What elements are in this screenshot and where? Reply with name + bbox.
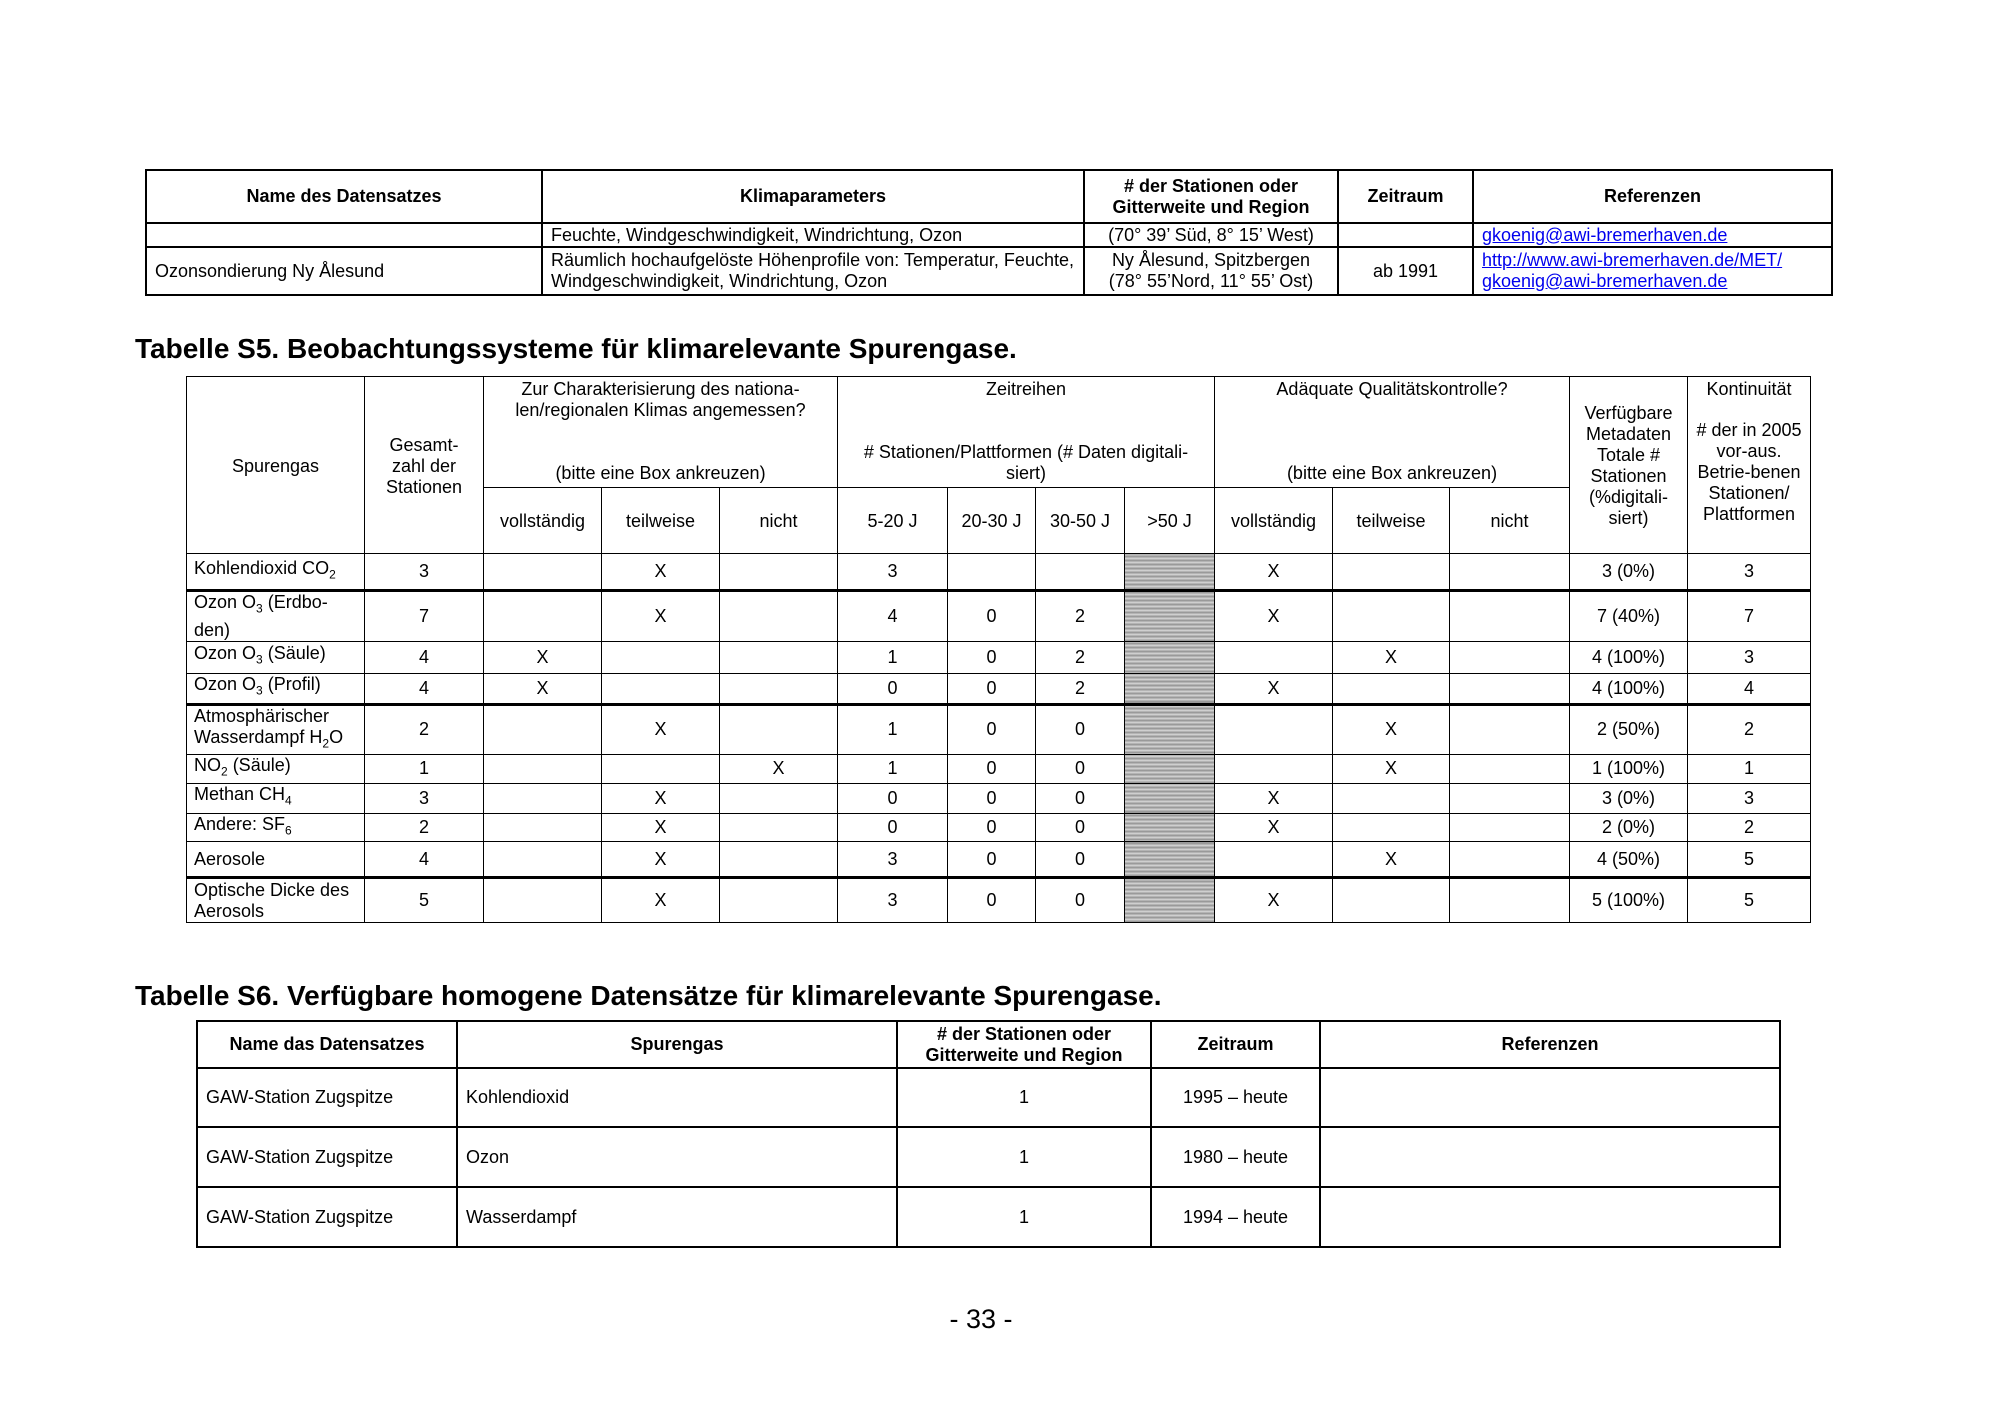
header-cell: Name des Datensatzes	[146, 170, 542, 223]
dataset-name-cell: Ozonsondierung Ny Ålesund	[146, 247, 542, 295]
trace-gas-label: Ozon O	[194, 592, 257, 612]
table-cell: 7 (40%)	[1570, 591, 1688, 642]
table-row	[187, 755, 1811, 784]
header-cell: Name das Datensatzes	[197, 1021, 457, 1068]
table-cell: Kohlendioxid	[457, 1068, 897, 1127]
table-s6	[196, 1020, 1781, 1248]
header-cell: # der Stationen oder Gitterweite und Region	[1084, 170, 1338, 223]
table-cell	[1125, 641, 1215, 673]
table-cell: 0	[948, 704, 1036, 755]
trace-gas-suffix: (Säule)	[262, 643, 326, 664]
table-row	[197, 1068, 1780, 1127]
table-cell: 0	[1036, 704, 1125, 755]
header-cell: Zeitraum	[1151, 1021, 1320, 1068]
table-cell: 2	[1036, 641, 1125, 673]
table-cell	[720, 704, 838, 755]
stations-region-cell: Ny Ålesund, Spitzbergen (78° 55’Nord, 11° 55’ Ost)	[1084, 247, 1338, 295]
table-cell: 3	[1688, 783, 1811, 813]
trace-gas-suffix: (Profil)	[262, 674, 321, 695]
table-cell	[1125, 878, 1215, 923]
table-row	[187, 842, 1811, 878]
header-cell: # der Stationen oder Gitterweite und Region	[897, 1021, 1151, 1068]
table-cell	[484, 842, 602, 878]
trace-gas-name	[187, 591, 365, 642]
table-cell: 1	[838, 641, 948, 673]
table-cell	[1333, 783, 1450, 813]
table-cell	[1125, 673, 1215, 704]
table-cell	[602, 641, 720, 673]
table-cell	[484, 813, 602, 842]
table-cell	[1333, 673, 1450, 704]
table-cell	[484, 783, 602, 813]
table-cell: 5 (100%)	[1570, 878, 1688, 923]
table-cell	[1333, 554, 1450, 591]
table-cell: X	[602, 554, 720, 591]
table-cell: 4	[1688, 673, 1811, 704]
table-cell	[1125, 813, 1215, 842]
header-kontinuitaet	[1688, 377, 1811, 554]
table-cell: X	[1333, 842, 1450, 878]
table-cell: 2	[1036, 673, 1125, 704]
table-cell	[1036, 554, 1125, 591]
period-cell	[1338, 223, 1473, 247]
table-cell: 1	[838, 755, 948, 784]
subheader-50J: >50 J	[1125, 488, 1215, 554]
header-charakterisierung-note: (bitte eine Box ankreuzen)	[555, 463, 766, 483]
table-cell: 1994 – heute	[1151, 1187, 1320, 1247]
table-cell: 5	[1688, 878, 1811, 923]
table-row	[187, 813, 1811, 842]
table-cell	[1320, 1187, 1780, 1247]
table-cell: X	[1333, 641, 1450, 673]
table-cell: 1	[897, 1068, 1151, 1127]
trace-gas-label: Andere: SF	[194, 813, 286, 834]
table-cell: Wasserdampf	[457, 1187, 897, 1247]
table-row	[187, 673, 1811, 704]
reference-link[interactable]: gkoenig@awi-bremerhaven.de	[1482, 271, 1728, 291]
table-cell	[1333, 591, 1450, 642]
table-s5	[186, 376, 1811, 923]
table-cell: 0	[1036, 878, 1125, 923]
subscript: 2	[329, 567, 336, 582]
table-cell: X	[1215, 878, 1333, 923]
table-cell: 1980 – heute	[1151, 1127, 1320, 1187]
table-cell: 3	[1688, 554, 1811, 591]
table-cell	[484, 704, 602, 755]
table-cell: 0	[1036, 842, 1125, 878]
trace-gas-label: Methan CH	[194, 784, 286, 805]
table-cell	[1450, 842, 1570, 878]
table-cell	[1215, 842, 1333, 878]
table-cell	[602, 673, 720, 704]
table-cell: X	[484, 641, 602, 673]
table-cell: 0	[948, 673, 1036, 704]
subheader-nicht: nicht	[720, 488, 838, 554]
table-cell: 4 (50%)	[1570, 842, 1688, 878]
table-cell	[1450, 591, 1570, 642]
header-zeitreihen-note: # Stationen/Plattformen (# Daten digitali-siert)	[863, 442, 1189, 483]
table-cell	[720, 673, 838, 704]
trace-gas-name	[187, 554, 365, 591]
table-cell: 0	[1036, 755, 1125, 784]
table-cell	[1450, 813, 1570, 842]
table-cell	[484, 591, 602, 642]
header-qualitaet-note: (bitte eine Box ankreuzen)	[1286, 463, 1498, 483]
table-cell: X	[1333, 755, 1450, 784]
table-row	[187, 591, 1811, 642]
table-cell: 0	[948, 878, 1036, 923]
table-cell: X	[720, 755, 838, 784]
table-cell: X	[1215, 813, 1333, 842]
table-cell	[1215, 641, 1333, 673]
table-cell: 1	[1688, 755, 1811, 784]
header-cell: Zeitraum	[1338, 170, 1473, 223]
header-gesamtzahl: Gesamt-zahl der Stationen	[365, 377, 484, 554]
table-cell	[720, 554, 838, 591]
table-cell	[484, 878, 602, 923]
table-row	[187, 641, 1811, 673]
trace-gas-suffix: O	[329, 726, 344, 747]
table-cell: X	[1215, 554, 1333, 591]
header-cell: Klimaparameters	[542, 170, 1084, 223]
table-cell	[1125, 755, 1215, 784]
table-cell	[1450, 704, 1570, 755]
table-cell: 2	[1036, 591, 1125, 642]
table-cell: X	[602, 813, 720, 842]
table-cell	[1450, 641, 1570, 673]
table-cell: 0	[1036, 783, 1125, 813]
trace-gas-label: Kohlendioxid CO	[194, 557, 330, 578]
header-cell: Referenzen	[1473, 170, 1832, 223]
table-cell: 2 (50%)	[1570, 704, 1688, 755]
subscript: 3	[256, 683, 263, 698]
table-cell	[1215, 755, 1333, 784]
table-cell: Ozon	[457, 1127, 897, 1187]
trace-gas-name	[187, 704, 365, 755]
table-cell: X	[602, 591, 720, 642]
table-cell: X	[602, 704, 720, 755]
table-cell: X	[602, 842, 720, 878]
table-row	[187, 554, 1811, 591]
table-cell: 3	[838, 554, 948, 591]
trace-gas-label: Ozon O	[194, 643, 257, 664]
table-cell: 0	[948, 842, 1036, 878]
table-cell	[1333, 878, 1450, 923]
subscript: 2	[322, 736, 330, 751]
table-cell: 3 (0%)	[1570, 783, 1688, 813]
header-cell: Spurengas	[457, 1021, 897, 1068]
table-cell: 4 (100%)	[1570, 673, 1688, 704]
table-cell	[1450, 783, 1570, 813]
table-cell	[1450, 755, 1570, 784]
table-cell: 0	[838, 673, 948, 704]
table-row	[197, 1127, 1780, 1187]
table-row	[146, 247, 1832, 295]
table-cell: X	[484, 673, 602, 704]
table-cell: 2	[1688, 704, 1811, 755]
subheader-teilweise: teilweise	[1333, 488, 1450, 554]
table-cell: X	[1215, 673, 1333, 704]
trace-gas-label: Ozon O	[194, 674, 257, 695]
reference-link[interactable]: gkoenig@awi-bremerhaven.de	[1482, 224, 1728, 245]
table-cell: 4	[365, 641, 484, 673]
table-cell: GAW-Station Zugspitze	[197, 1068, 457, 1127]
reference-link[interactable]: http://www.awi-bremerhaven.de/MET/	[1482, 250, 1783, 270]
table-row	[146, 223, 1832, 247]
header-charakterisierung-label: Zur Charakterisierung des nationa-len/regionalen Klimas angemessen?	[515, 379, 806, 420]
table-cell: 4 (100%)	[1570, 641, 1688, 673]
dataset-name-cell	[146, 223, 542, 247]
table-cell: X	[602, 783, 720, 813]
references-cell	[1473, 223, 1832, 247]
table-cell	[1450, 554, 1570, 591]
table-cell: 1	[897, 1187, 1151, 1247]
table-cell: 0	[838, 783, 948, 813]
climate-parameters-cell: Räumlich hochaufgelöste Höhenprofile von: Temperatur, Feuchte, Windgeschwindigkeit, Windrichtung, Ozon	[542, 247, 1084, 295]
table-cell: 2 (0%)	[1570, 813, 1688, 842]
trace-gas-name	[187, 878, 365, 923]
header-metadaten: Verfügbare Metadaten Totale # Stationen (%digitali-siert)	[1570, 377, 1688, 554]
table-cell: 1995 – heute	[1151, 1068, 1320, 1127]
subheader-3050J: 30-50 J	[1036, 488, 1125, 554]
subscript: 4	[285, 794, 292, 809]
subscript: 6	[285, 823, 292, 838]
table-cell: 0	[1036, 813, 1125, 842]
table-cell: 3	[838, 878, 948, 923]
table-cell	[720, 813, 838, 842]
table-cell: 2	[365, 704, 484, 755]
table-cell: X	[1333, 704, 1450, 755]
trace-gas-name	[187, 641, 365, 673]
table-cell: 3	[838, 842, 948, 878]
table-cell	[720, 878, 838, 923]
trace-gas-name	[187, 842, 365, 878]
table-cell: 7	[365, 591, 484, 642]
table-cell	[948, 554, 1036, 591]
table-cell: X	[1215, 783, 1333, 813]
table-cell	[602, 755, 720, 784]
table-cell: 1	[897, 1127, 1151, 1187]
subheader-teilweise: teilweise	[602, 488, 720, 554]
table-cell: 1	[365, 755, 484, 784]
table-cell: 3	[1688, 641, 1811, 673]
table-cell	[720, 783, 838, 813]
subheader-2030J: 20-30 J	[948, 488, 1036, 554]
table-cell: 0	[948, 755, 1036, 784]
table-cell	[484, 554, 602, 591]
table-cell: X	[602, 878, 720, 923]
climate-parameters-cell: Feuchte, Windgeschwindigkeit, Windrichtung, Ozon	[542, 223, 1084, 247]
table-cell: GAW-Station Zugspitze	[197, 1187, 457, 1247]
table-cell: 0	[948, 783, 1036, 813]
table-cell	[1125, 554, 1215, 591]
header-charakterisierung	[484, 377, 838, 488]
table-row	[187, 783, 1811, 813]
table-cell: 7	[1688, 591, 1811, 642]
table-cell: 5	[1688, 842, 1811, 878]
table-cell	[1125, 783, 1215, 813]
subheader-vollstndig: vollständig	[484, 488, 602, 554]
subheader-nicht: nicht	[1450, 488, 1570, 554]
table-cell: 0	[948, 591, 1036, 642]
table-s5-title: Tabelle S5. Beobachtungssysteme für klimarelevante Spurengase.	[135, 333, 1017, 364]
table-cell: 0	[948, 813, 1036, 842]
table-cell: 3	[365, 783, 484, 813]
trace-gas-label: Atmosphärischer Wasserdampf H	[194, 705, 330, 747]
trace-gas-name	[187, 813, 365, 842]
table-row	[187, 878, 1811, 923]
subheader-vollstndig: vollständig	[1215, 488, 1333, 554]
trace-gas-name	[187, 673, 365, 704]
references-cell	[1473, 247, 1832, 295]
subscript: 3	[256, 601, 263, 616]
subscript: 3	[256, 652, 263, 667]
table-cell: GAW-Station Zugspitze	[197, 1127, 457, 1187]
table-cell	[720, 591, 838, 642]
header-zeitreihen-label: Zeitreihen	[985, 379, 1067, 399]
table-cell: 5	[365, 878, 484, 923]
stations-region-cell: (70° 39’ Süd, 8° 15’ West)	[1084, 223, 1338, 247]
subheader-520J: 5-20 J	[838, 488, 948, 554]
table-cell	[1125, 704, 1215, 755]
table-cell	[720, 641, 838, 673]
table-cell: X	[1215, 591, 1333, 642]
previous-table-continuation	[145, 169, 1833, 296]
table-cell: 3 (0%)	[1570, 554, 1688, 591]
table-cell	[1320, 1127, 1780, 1187]
header-qualitaet-label: Adäquate Qualitätskontrolle?	[1276, 379, 1508, 399]
table-cell: 0	[838, 813, 948, 842]
trace-gas-label: NO	[194, 755, 221, 776]
table-cell: 4	[365, 673, 484, 704]
header-qualitaetskontrolle	[1215, 377, 1570, 488]
subscript: 2	[221, 764, 228, 779]
header-kontinuitaet-note: # der in 2005 vor-aus. Betrie-benen Stationen/ Plattformen	[1696, 420, 1802, 524]
table-cell: 4	[365, 842, 484, 878]
table-cell: 4	[838, 591, 948, 642]
table-cell	[1333, 813, 1450, 842]
header-zeitreihen	[838, 377, 1215, 488]
table-cell	[1125, 842, 1215, 878]
table-cell	[1450, 673, 1570, 704]
header-cell: Referenzen	[1320, 1021, 1780, 1068]
table-row	[187, 704, 1811, 755]
period-cell: ab 1991	[1338, 247, 1473, 295]
trace-gas-label: Optische Dicke des Aerosols	[194, 879, 350, 921]
table-cell: 2	[1688, 813, 1811, 842]
table-cell: 0	[948, 641, 1036, 673]
trace-gas-suffix: (Säule)	[227, 755, 291, 776]
header-spurengas: Spurengas	[187, 377, 365, 554]
trace-gas-label: Aerosole	[194, 848, 266, 869]
trace-gas-suffix: (Erdbo-den)	[194, 592, 328, 640]
trace-gas-name	[187, 783, 365, 813]
page-number: - 33 -	[949, 1304, 1013, 1334]
table-row	[197, 1187, 1780, 1247]
table-cell	[720, 842, 838, 878]
trace-gas-name	[187, 755, 365, 784]
table-cell	[1215, 704, 1333, 755]
table-cell: 2	[365, 813, 484, 842]
table-cell: 1 (100%)	[1570, 755, 1688, 784]
header-kontinuitaet-label: Kontinuität	[1706, 379, 1792, 399]
table-cell	[1320, 1068, 1780, 1127]
table-s6-title: Tabelle S6. Verfügbare homogene Datensätze für klimarelevante Spurengase.	[135, 980, 1162, 1011]
table-cell: 1	[838, 704, 948, 755]
table-cell: 3	[365, 554, 484, 591]
table-cell	[1450, 878, 1570, 923]
table-cell	[1125, 591, 1215, 642]
table-cell	[484, 755, 602, 784]
